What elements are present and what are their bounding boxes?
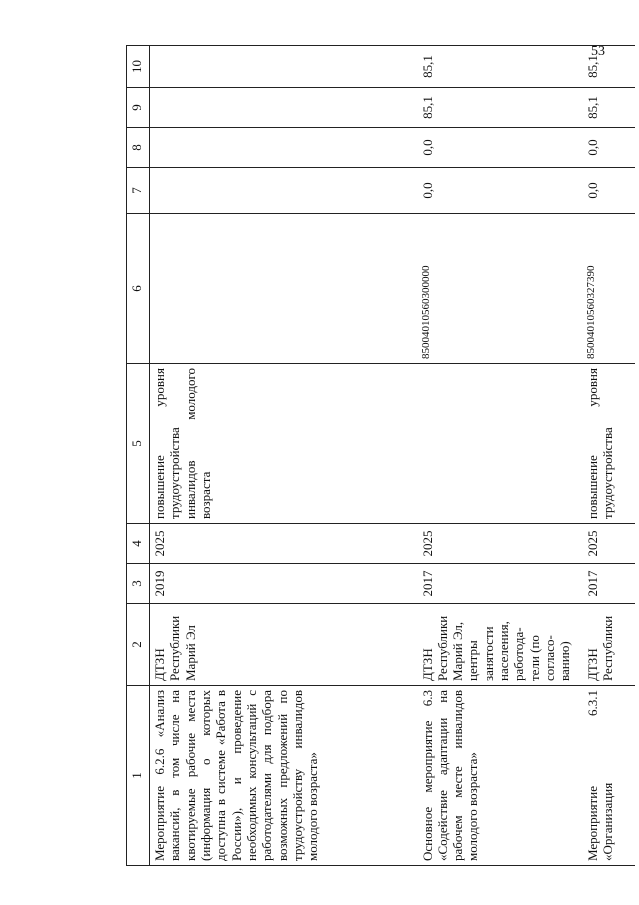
cell-code: 85004010560327390 [575,214,635,364]
cell-code [150,214,410,364]
cell-result: повышение уровня трудоустройства инвалидов молодого возраста [150,364,410,524]
cell-value: 85,1 [575,88,635,128]
cell-activity: Основное мероприятие 6.3 «Содействие адаптации на рабочем месте инвалидов молодого возраста» [410,686,575,866]
col-header: 6 [127,214,150,364]
col-header: 4 [127,524,150,564]
table-row [150,46,410,866]
cell-value [150,128,410,168]
cell-executor: ДТЗН Республики [575,604,635,686]
cell-value: 85,1 [410,88,575,128]
cell-value [150,168,410,214]
cell-code: 85004010560300000 [410,214,575,364]
cell-value [150,46,410,88]
page-number: 53 [591,44,605,59]
program-table [126,45,635,866]
cell-value: 0,0 [575,168,635,214]
cell-value: 85,1 [575,46,635,88]
col-header: 5 [127,364,150,524]
cell-result: повышение уровня трудоустройства [575,364,635,524]
table-row [575,46,635,866]
table-row [410,46,575,866]
cell-value: 0,0 [575,128,635,168]
cell-activity: Мероприятие 6.2.6 «Анализ вакансий, в том числе на квотируемые рабочие места (информация о которых доступна в системе «Работа в России»), и проведение необходимых консультаций с работодателями для подбора возможных предложений по трудоустройству инвалидов молодого возраста» [150,686,410,866]
cell-value: 0,0 [410,128,575,168]
cell-executor: ДТЗН Республики Марий Эл [150,604,410,686]
cell-end-year: 2025 [575,524,635,564]
cell-start-year: 2019 [150,564,410,604]
header-row [127,46,150,866]
cell-activity: Мероприятие 6.3.1 «Организация [575,686,635,866]
col-header: 8 [127,128,150,168]
col-header: 7 [127,168,150,214]
col-header: 10 [127,46,150,88]
col-header: 3 [127,564,150,604]
cell-start-year: 2017 [575,564,635,604]
cell-executor: ДТЗН Республики Марий Эл, центры занятости населения, работода-тели (по согласо-ванию) [410,604,575,686]
cell-value: 0,0 [410,168,575,214]
rotated-table-wrapper [126,46,639,866]
cell-value: 85,1 [410,46,575,88]
cell-value [150,88,410,128]
cell-end-year: 2025 [410,524,575,564]
cell-start-year: 2017 [410,564,575,604]
col-header: 9 [127,88,150,128]
cell-result [410,364,575,524]
col-header: 1 [127,686,150,866]
col-header: 2 [127,604,150,686]
cell-end-year: 2025 [150,524,410,564]
